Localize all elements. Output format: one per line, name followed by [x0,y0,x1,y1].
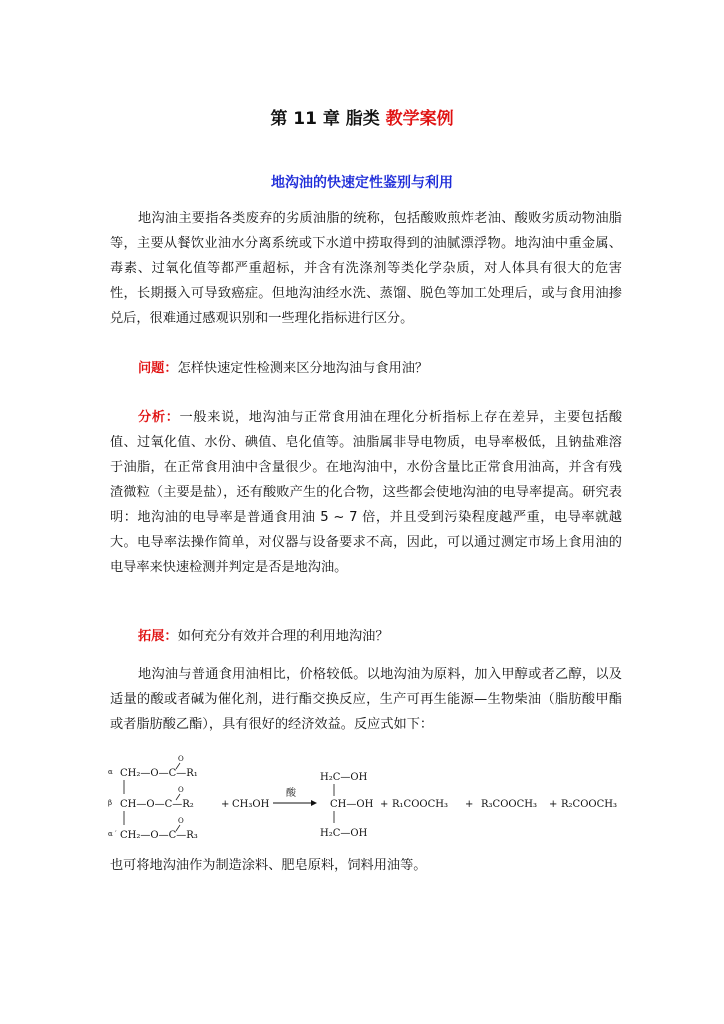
glycerol-row-3: H₂C—OH [320,828,368,839]
extension-paragraph [110,624,622,649]
extension-label: 拓展： [138,629,178,644]
analysis-label: 分析： [138,410,180,425]
transesterification-equation [108,752,628,844]
tg-row-2: CH—O—C—R₂ [120,799,194,810]
ester-3: R₂COOCH₃ [561,799,617,810]
methanol: CH₃OH [232,799,270,810]
alpha-label: α [108,768,113,776]
case-subtitle: 地沟油的快速定性鉴别与利用 [271,175,453,191]
usage-paragraph: 地沟油与普通食用油相比，价格较低。以地沟油为原料，加入甲醇或者乙醇，以及适量的酸或者碱为催化剂，进行酯交换反应，生产可再生能源—生物柴油（脂肪酸甲酯或者脂肪酸乙酯），具有很好的经济效益。反应式如下： [110,667,622,732]
question-text: 怎样快速定性检测来区分地沟油与食用油？ [177,361,429,376]
intro-paragraph: 地沟油主要指各类废弃的劣质油脂的统称，包括酸败煎炸老油、酸败劣质动物油脂等，主要从餐饮业油水分离系统或下水道中捞取得到的油腻漂浮物。地沟油中重金属、毒素、过氧化值等都严重超标，并含有洗涤剂等类化学杂质，对人体具有很大的危害性，长期摄入可导致癌症。但地沟油经水洗、蒸馏、脱色等加工处理后，或与食用油掺兑后，很难通过感观识别和一些理化指标进行区分。 [110,211,622,326]
tg-row-1: CH₂—O—C—R₁ [120,768,198,779]
glycerol-row-2: CH—OH [330,799,374,810]
reaction-svg [108,752,628,844]
chapter-highlight: 教学案例 [385,109,454,129]
carbonyl-o-2: O [178,786,184,794]
plus-sign-2: + [380,799,389,810]
chapter-heading: 第 11 章 脂类 [270,109,380,129]
plus-sign-1: + [221,799,230,810]
alpha-prime-label: α ′ [108,830,117,838]
tg-row-3: CH₂—O—C—R₃ [120,830,198,841]
beta-label: β [108,799,113,807]
analysis-text: 一般来说，地沟油与正常食用油在理化分析指标上存在差异，主要包括酸值、过氧化值、水份、碘值、皂化值等。油脂属非导电物质，电导率极低，且钠盐难溶于油脂，在正常食用油中含量很少。在地沟油中，水份含量比正常食用油高，并含有残渣微粒（主要是盐），还有酸败产生的化合物，这些都会使地沟油的电导率提高。研究表明：地沟油的电导率是普通食用油 5 ~ 7 倍，并且受到污染程度越严重，电导率就越大。电导率法操作简单，对仪器与设备要求不高，因此，可以通过测定市场上食用油的电导率来快速检测并判定是否是地沟油。 [110,410,623,575]
carbonyl-o-3: O [178,817,184,825]
plus-sign-3: + [465,799,474,810]
extension-text: 如何充分有效并合理的利用地沟油？ [177,629,389,644]
ester-1: R₁COOCH₃ [392,799,448,810]
carbonyl-o-1: O [178,755,184,763]
chapter-title [0,104,724,129]
plus-sign-4: + [549,799,558,810]
reaction-arrow-head [311,800,317,806]
ester-2: R₃COOCH₃ [481,799,537,810]
closing-paragraph: 也可将地沟油作为制造涂料、肥皂原料，饲料用油等。 [110,858,427,873]
question-paragraph [110,356,622,381]
question-label: 问题： [138,361,178,376]
catalyst-label: 酸 [286,788,296,799]
glycerol-row-1: H₂C—OH [320,772,368,783]
analysis-paragraph [110,405,622,580]
